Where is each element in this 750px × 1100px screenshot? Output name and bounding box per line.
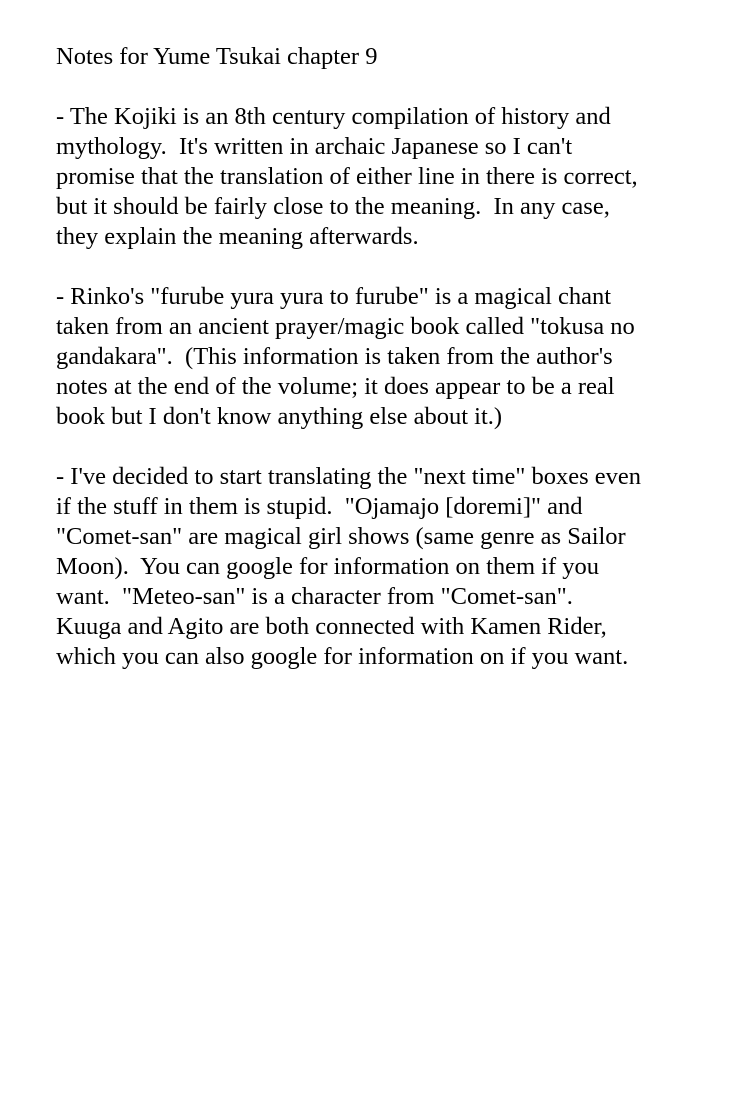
note-next-time-boxes [56,462,726,672]
note-line: taken from an ancient prayer/magic book called "tokusa no [56,313,635,340]
note-line: "Comet-san" are magical girl shows (same genre as Sailor [56,523,626,550]
note-line: promise that the translation of either line in there is correct, [56,163,638,190]
paragraph-gap [56,252,726,282]
paragraph-gap [56,72,726,102]
note-line: Kuuga and Agito are both connected with Kamen Rider, [56,613,607,640]
note-line: mythology. It's written in archaic Japanese so I can't [56,133,573,160]
note-kojiki [56,102,726,252]
note-line: which you can also google for information on if you want. [56,643,629,670]
note-line: notes at the end of the volume; it does appear to be a real [56,373,615,400]
note-line: book but I don't know anything else about it.) [56,403,503,430]
note-line: if the stuff in them is stupid. "Ojamajo [doremi]" and [56,493,583,520]
note-line: - The Kojiki is an 8th century compilation of history and [56,103,611,130]
note-rinko-chant [56,282,726,432]
note-line: want. "Meteo-san" is a character from "Comet-san". [56,583,573,610]
page-title: Notes for Yume Tsukai chapter 9 [56,43,378,70]
note-line: gandakara". (This information is taken from the author's [56,343,613,370]
note-line: - Rinko's "furube yura yura to furube" is a magical chant [56,283,612,310]
document-page [56,42,726,672]
note-line: - I've decided to start translating the "next time" boxes even [56,463,642,490]
paragraph-gap [56,432,726,462]
note-line: they explain the meaning afterwards. [56,223,419,250]
note-line: Moon). You can google for information on them if you [56,553,600,580]
note-line: but it should be fairly close to the meaning. In any case, [56,193,610,220]
